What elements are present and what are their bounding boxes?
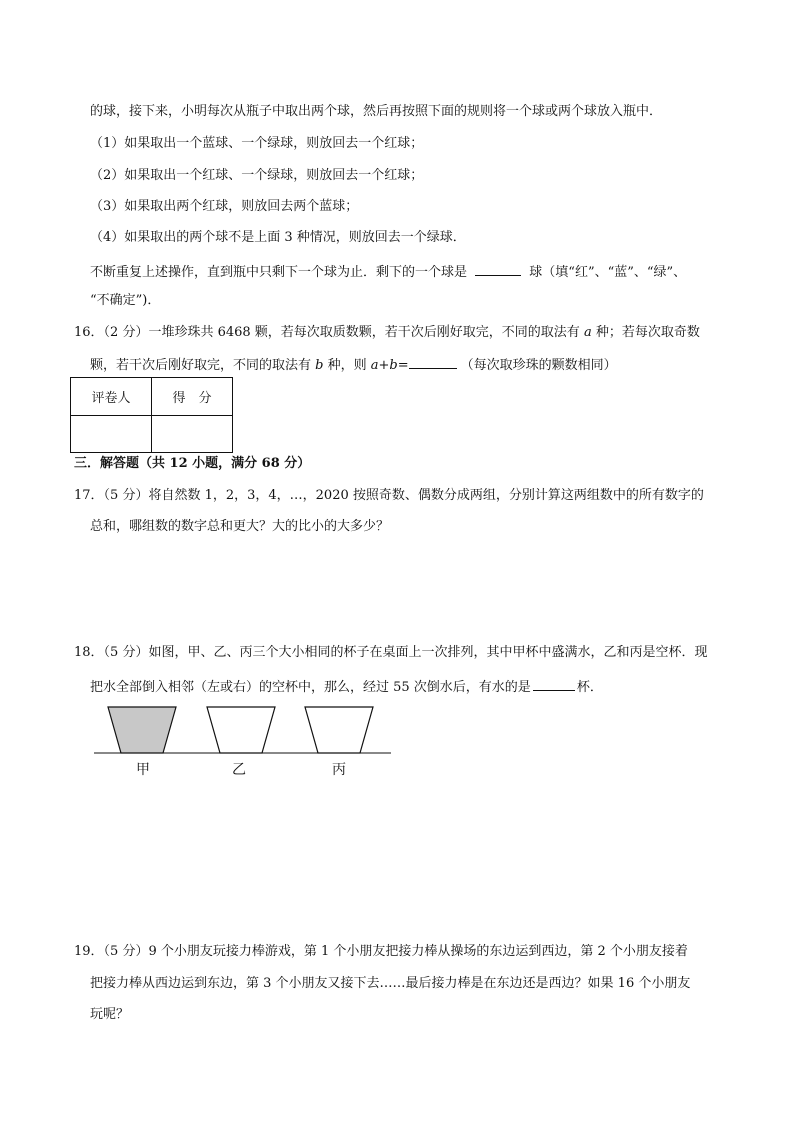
- q16-line-1: [74, 324, 700, 342]
- q18-line-2: [90, 676, 603, 697]
- q15-rule-4: （4）如果取出的两个球不是上面 3 种情况，则放回去一个绿球．: [90, 230, 466, 245]
- q15-line-6-text-b: 球（填“红”、“蓝”、“绿”、: [529, 265, 687, 280]
- score-header: 得 分: [152, 378, 233, 416]
- cup-label-bing: 丙: [332, 762, 346, 778]
- q19-line-1: 19．（5 分）9 个小朋友玩接力棒游戏，第 1 个小朋友把接力棒从操场的东边运到西边，第 2 个小朋友接着: [74, 944, 688, 959]
- q15-line-6: [90, 261, 686, 282]
- q16-line-1-text-b: 种；若每次取奇数: [595, 325, 700, 340]
- cup-label-jia: 甲: [136, 762, 150, 778]
- reviewer-header: 评卷人: [71, 378, 152, 416]
- q16-var-a: a: [583, 325, 592, 340]
- cup-jia-full: [108, 707, 176, 753]
- q18-line-2-text-a: 把水全部倒入相邻（左或右）的空杯中，那么，经过 55 次倒水后，有水的是: [90, 680, 531, 695]
- q15-rule-2: （2）如果取出一个红球、一个绿球，则放回去一个红球；: [90, 168, 424, 183]
- q16-line-2: [90, 354, 617, 375]
- q16-expression: a+b: [370, 358, 398, 373]
- q18-line-2-text-b: 杯．: [576, 680, 603, 695]
- cup-yi-empty: [207, 707, 275, 753]
- score-table: [70, 377, 233, 453]
- score-cell[interactable]: [152, 416, 233, 453]
- cups-figure: [90, 700, 400, 760]
- q19-line-3: 玩呢？: [90, 1007, 130, 1022]
- q16-answer-blank[interactable]: [409, 354, 457, 369]
- q19-line-2: 把接力棒从西边运到东边，第 3 个小朋友又接下去……最后接力棒是在东边还是西边？如果 16 个小朋友: [90, 976, 691, 991]
- q16-line-1-text-a: 16．（2 分）一堆珍珠共 6468 颗，若每次取质数颗，若干次后刚好取完，不同的取法有: [74, 325, 580, 340]
- reviewer-cell[interactable]: [71, 416, 152, 453]
- q16-line-2-text-c: （每次取珍珠的颗数相同）: [460, 358, 617, 373]
- q18-line-1: 18．（5 分）如图，甲、乙、丙三个大小相同的杯子在桌面上一次排列，其中甲杯中盛满水，乙和丙是空杯．现: [74, 645, 708, 660]
- q15-line-7: “不确定”)．: [90, 293, 161, 308]
- q17-line-2: 总和，哪组数的数字总和更大？大的比小的大多少？: [90, 519, 390, 534]
- q17-line-1: 17．（5 分）将自然数 1，2，3，4，…，2020 按照奇数、偶数分成两组，分别计算这两组数中的所有数字的: [74, 488, 704, 503]
- q15-answer-blank[interactable]: [475, 261, 521, 276]
- q18-answer-blank[interactable]: [533, 676, 575, 691]
- q15-line-1: 的球，接下来，小明每次从瓶子中取出两个球，然后再按照下面的规则将一个球或两个球放入瓶中．: [90, 104, 663, 119]
- q16-var-b: b: [315, 358, 324, 373]
- q16-line-2-text-a: 颗，若干次后刚好取完，不同的取法有: [90, 358, 312, 373]
- q15-rule-1: （1）如果取出一个蓝球、一个绿球，则放回去一个红球；: [90, 136, 424, 151]
- section-3-heading: 三．解答题（共 12 小题，满分 68 分）: [74, 456, 311, 471]
- cup-label-yi: 乙: [232, 762, 246, 778]
- q16-line-2-text-b: 种，则: [327, 358, 367, 373]
- q15-rule-3: （3）如果取出两个红球，则放回去两个蓝球；: [90, 199, 359, 214]
- q15-line-6-text-a: 不断重复上述操作，直到瓶中只剩下一个球为止．剩下的一个球是: [90, 265, 468, 280]
- q16-equals: =: [397, 358, 409, 373]
- cup-bing-empty: [305, 707, 373, 753]
